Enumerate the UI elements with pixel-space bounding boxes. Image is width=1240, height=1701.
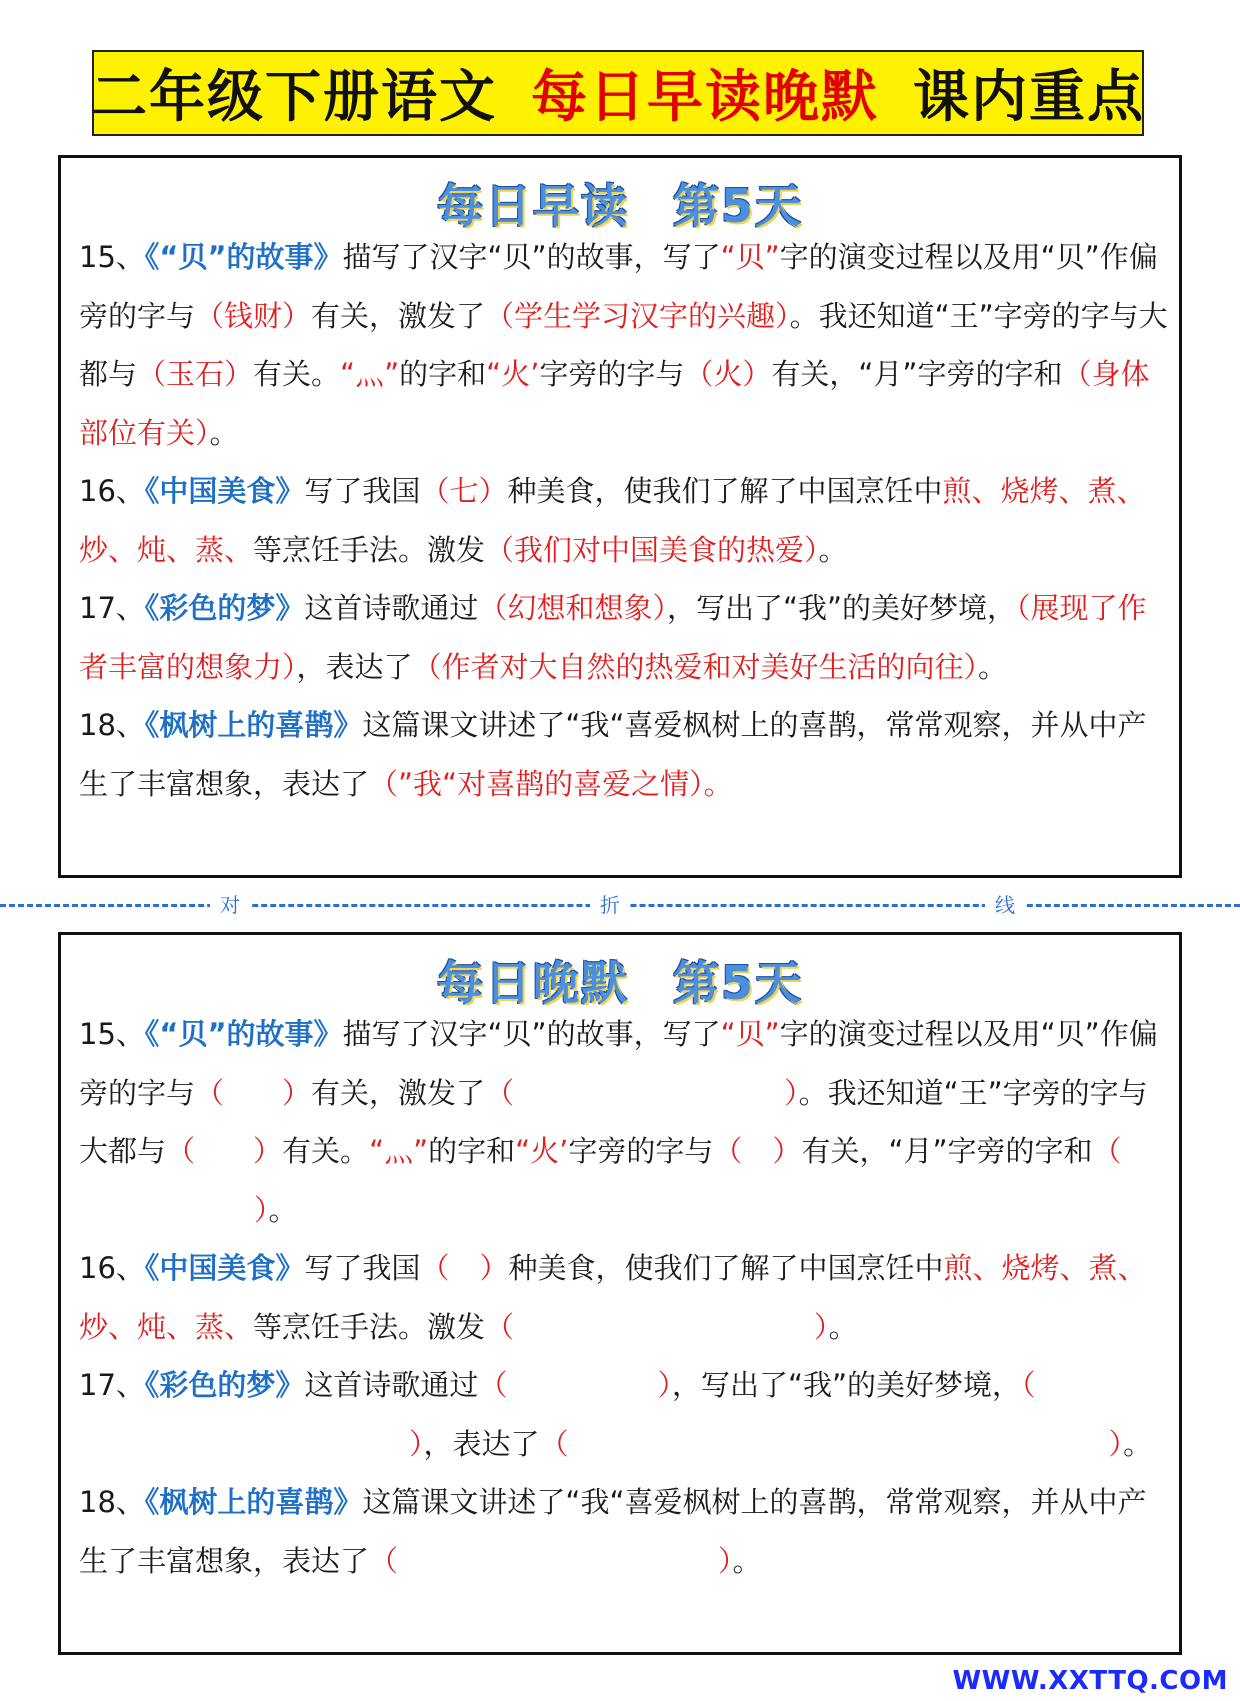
text: ，表达了: [296, 649, 413, 684]
paren-close: ）: [1108, 1426, 1124, 1461]
item-15: [79, 1005, 1169, 1239]
highlight: “贝”: [720, 240, 780, 274]
highlight: “灬”: [340, 357, 400, 391]
answer: （身体部位有关）: [79, 357, 1150, 450]
lesson-title: 《枫树上的喜鹊》: [144, 1485, 363, 1519]
text: 。: [732, 1543, 762, 1578]
paren-open: （: [478, 1368, 508, 1402]
text: 这篇课文讲述了“我“喜爱枫树上的喜鹊，常常观察，并从中产生了丰富想象，表达了: [79, 1485, 1147, 1578]
website-watermark: WWW.XXTTQ.COM: [952, 1666, 1228, 1696]
text: ，写出了“我”的美好梦境，: [671, 1368, 1022, 1402]
text: 有关，“月”字旁的字和: [801, 1134, 1093, 1168]
paren-close: ）: [772, 1134, 802, 1168]
answer-blank[interactable]: [166, 1134, 282, 1168]
answer-blank[interactable]: [713, 1134, 801, 1168]
highlight: “贝”: [720, 1017, 780, 1051]
text: 字的演变过程以及用“贝”作偏旁的字与: [79, 240, 1158, 333]
answer-blank[interactable]: [420, 1251, 508, 1285]
item-number: 16、: [79, 474, 145, 508]
paren-open: （: [195, 1075, 225, 1110]
fold-label-1: 对: [210, 889, 250, 918]
item-16: [79, 462, 1169, 579]
item-16: [79, 1239, 1169, 1356]
text: 这首诗歌通过: [304, 1368, 479, 1402]
paren-open: （: [539, 1426, 569, 1461]
highlight: “火’: [486, 357, 540, 391]
text: 描写了汉字“贝”的故事，写了: [342, 1017, 721, 1051]
item-17: [79, 1356, 1169, 1473]
text: 等烹饪手法。激发: [253, 1309, 486, 1344]
item-number: 16、: [79, 1251, 145, 1285]
evening-dictation-panel: [58, 932, 1182, 1655]
lesson-title: 《中国美食》: [144, 1251, 305, 1285]
answer-blank[interactable]: [485, 1076, 799, 1110]
text: 字的演变过程以及用“贝”作偏旁的字与: [79, 1017, 1158, 1110]
item-number: 15、: [79, 1017, 145, 1051]
paren-open: （: [1021, 1368, 1036, 1402]
morning-content: [79, 228, 1169, 813]
lesson-title: 《彩色的梦》: [144, 591, 305, 625]
text: 字旁的字与: [568, 1134, 714, 1168]
text: 这篇课文讲述了“我“喜爱枫树上的喜鹊，常常观察，并从中产生了丰富想象，表达了: [79, 708, 1147, 801]
lesson-title: 《彩色的梦》: [144, 1368, 305, 1402]
item-number: 15、: [79, 240, 145, 274]
answer-blank[interactable]: [369, 1544, 733, 1578]
page-title-banner: [92, 50, 1144, 136]
item-15: [79, 228, 1169, 462]
fold-label-2: 折: [590, 889, 630, 918]
fold-line: [0, 893, 1240, 917]
paren-close: ）: [784, 1075, 799, 1110]
text: 有关。: [253, 357, 341, 391]
text: 。: [209, 415, 239, 450]
text: ，表达了: [423, 1426, 540, 1461]
item-number: 18、: [79, 708, 145, 742]
answer: （钱财）: [195, 298, 312, 333]
answer-blank[interactable]: [478, 1368, 672, 1402]
text: 的字和: [399, 357, 487, 391]
item-number: 17、: [79, 591, 145, 625]
text: 有关，激发了: [311, 1075, 486, 1110]
lesson-title: 《“贝”的故事》: [144, 240, 343, 274]
text: 有关，激发了: [311, 298, 486, 333]
lesson-title: 《枫树上的喜鹊》: [144, 708, 363, 742]
text: 写了我国: [304, 474, 421, 508]
answer: （展现了作者丰富的想象力）: [79, 591, 1147, 684]
highlight: 煎、烧烤、煮、炒、炖、蒸、: [79, 474, 1146, 567]
text: 种美食，使我们了解了中国烹饪中: [507, 474, 943, 508]
evening-title-label: 每日晚默: [436, 956, 629, 1010]
text: 这首诗歌通过: [304, 591, 479, 625]
highlight: 煎、烧烤、煮、炒、炖、蒸、: [79, 1251, 1147, 1344]
paren-open: （: [420, 1251, 450, 1285]
text: 种美食，使我们了解了中国烹饪中: [508, 1251, 944, 1285]
lesson-title: 《中国美食》: [144, 474, 305, 508]
answer: （玉石）: [137, 357, 254, 391]
text: 字旁的字与: [539, 357, 685, 391]
answer: （七）: [420, 474, 508, 508]
paren-close: ）: [282, 1075, 312, 1110]
answer-blank[interactable]: [540, 1427, 1124, 1461]
morning-day-label: 第5天: [672, 179, 803, 233]
text: 写了我国: [304, 1251, 421, 1285]
answer: （火）: [684, 357, 772, 391]
paren-close: ）: [479, 1251, 509, 1285]
text: 。: [828, 1309, 858, 1344]
text: 。我还知道“王”字旁的字与大都与: [79, 1075, 1148, 1168]
text: 的字和: [428, 1134, 516, 1168]
paren-close: ）: [657, 1368, 672, 1402]
morning-title-label: 每日早读: [436, 179, 629, 233]
item-18: [79, 696, 1169, 813]
answer-blank[interactable]: [485, 1310, 829, 1344]
evening-panel-title: [61, 947, 1179, 1010]
item-number: 18、: [79, 1485, 145, 1519]
item-17: [79, 579, 1169, 696]
text: 。: [978, 649, 1008, 684]
text: 。: [268, 1192, 298, 1227]
answer: （学生学习汉字的兴趣）: [485, 298, 790, 333]
paren-close: ）: [409, 1426, 424, 1461]
paren-close: ）: [254, 1192, 269, 1227]
text: 描写了汉字“贝”的故事，写了: [342, 240, 721, 274]
title-part-keypoints: 课内重点: [913, 65, 1145, 130]
paren-open: （: [1092, 1134, 1122, 1168]
paren-open: （: [485, 1309, 515, 1344]
title-part-grade: 二年级下册语文: [91, 65, 497, 130]
text: ，写出了“我”的美好梦境，: [666, 591, 1017, 625]
highlight: “灬”: [369, 1134, 429, 1168]
highlight: “火’: [515, 1134, 569, 1168]
paren-open: （: [369, 1543, 399, 1578]
evening-day-label: 第5天: [672, 956, 803, 1010]
answer: （我们对中国美食的热爱）: [485, 532, 819, 567]
answer: （幻想和想象）: [478, 591, 667, 625]
evening-content: [79, 1005, 1169, 1590]
morning-panel-title: [61, 170, 1179, 233]
fold-label-3: 线: [985, 889, 1025, 918]
answer-blank[interactable]: [195, 1076, 311, 1110]
paren-open: （: [166, 1134, 196, 1168]
text: 。: [1123, 1426, 1153, 1461]
text: 有关。: [282, 1134, 370, 1168]
item-18: [79, 1473, 1169, 1590]
paren-close: ）: [253, 1134, 283, 1168]
text: 。我还知道“王”字旁的字与大都与: [79, 298, 1168, 391]
answer: （”我“对喜鹊的喜爱之情）。: [369, 766, 733, 801]
text: 。: [818, 532, 848, 567]
lesson-title: 《“贝”的故事》: [144, 1017, 343, 1051]
paren-open: （: [485, 1075, 515, 1110]
answer: （作者对大自然的热爱和对美好生活的向往）: [412, 649, 979, 684]
paren-open: （: [713, 1134, 743, 1168]
text: 等烹饪手法。激发: [253, 532, 486, 567]
title-part-daily: 每日早读晚默: [531, 65, 879, 130]
paren-close: ）: [814, 1309, 829, 1344]
item-number: 17、: [79, 1368, 145, 1402]
morning-reading-panel: [58, 155, 1182, 878]
paren-close: ）: [718, 1543, 733, 1578]
text: 有关，“月”字旁的字和: [771, 357, 1063, 391]
